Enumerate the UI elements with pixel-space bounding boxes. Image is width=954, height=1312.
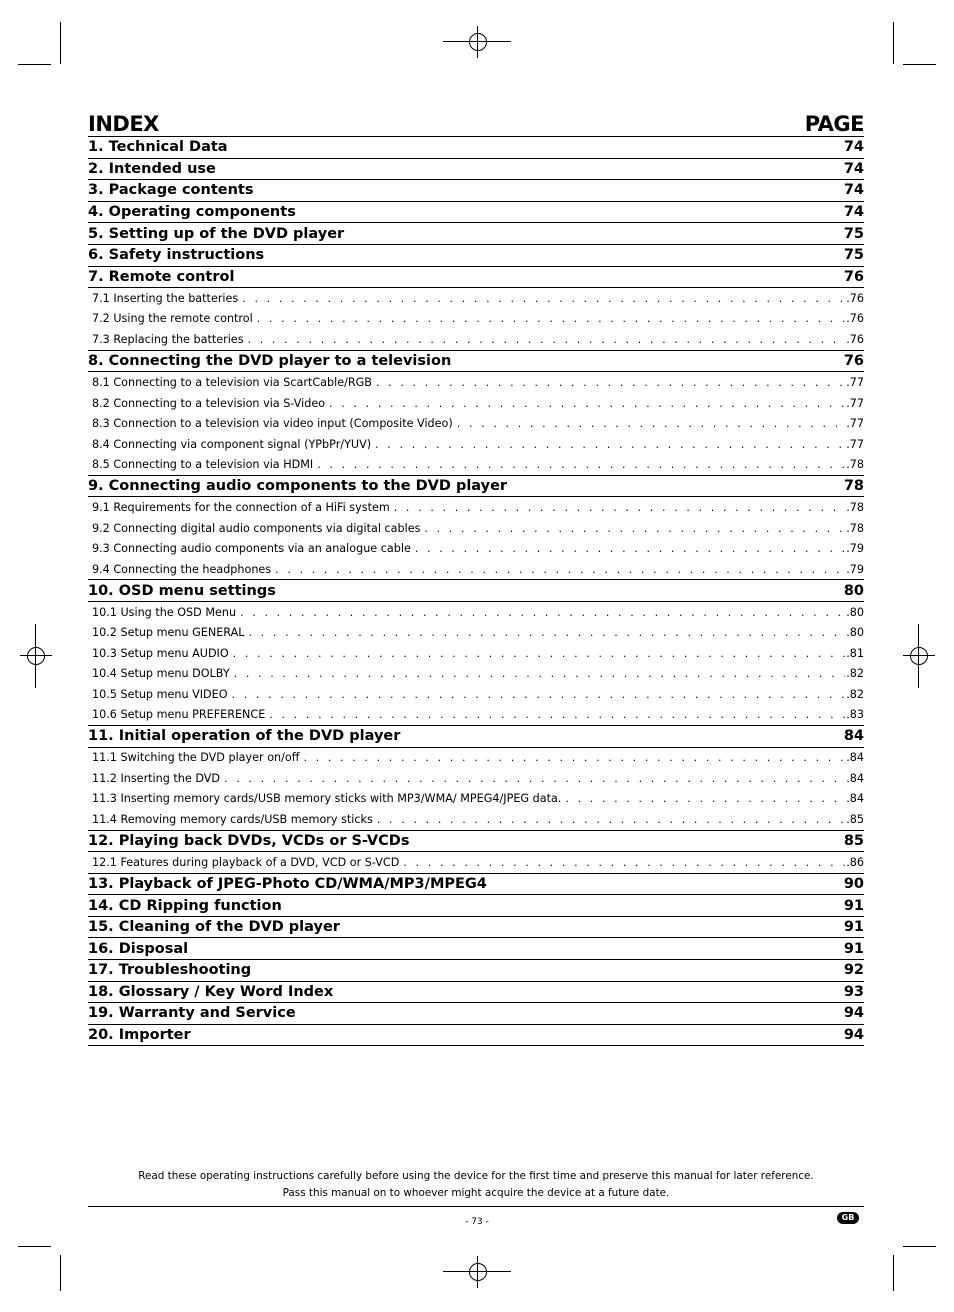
dot-leader — [317, 458, 845, 471]
registration-mark-icon — [462, 1256, 494, 1288]
toc-entry-page: 93 — [843, 983, 864, 1000]
toc-subentry-title: 9.2 Connecting digital audio components via digital cables — [92, 521, 421, 535]
toc-subentry-title: 10.5 Setup menu VIDEO — [92, 687, 228, 701]
toc-entry — [88, 223, 864, 245]
toc-subentry — [88, 393, 864, 414]
toc-subentry-title: 11.1 Switching the DVD player on/off — [92, 751, 300, 765]
toc-entry — [88, 245, 864, 267]
toc-subentry — [88, 809, 864, 831]
toc-subentry-page: .80 — [846, 626, 864, 640]
toc-entry-page: 92 — [843, 962, 864, 979]
toc-entry — [88, 180, 864, 202]
toc-subentry-title: 11.4 Removing memory cards/USB memory sticks — [92, 812, 373, 826]
toc-entry-page: 78 — [843, 478, 864, 495]
toc-subentry-title: 8.3 Connection to a television via video input (Composite Video) — [92, 417, 453, 430]
toc-subentry-title: 12.1 Features during playback of a DVD, VCD or S-VCD — [92, 855, 400, 869]
toc-subentry-title: 7.3 Replacing the batteries — [92, 332, 244, 346]
crop-mark — [18, 64, 51, 65]
toc-subentry — [88, 497, 864, 518]
toc-entry-title: 11. Initial operation of the DVD player — [88, 728, 401, 745]
toc-entry — [88, 895, 864, 917]
toc-subentry — [88, 372, 864, 393]
toc-subentry — [88, 643, 864, 664]
page-number: - 73 - — [465, 1217, 489, 1227]
toc-entry-title: 16. Disposal — [88, 940, 189, 957]
table-of-contents — [88, 110, 864, 1046]
toc-subentry-page: .78 — [846, 501, 864, 515]
toc-subentry-page: .84 — [846, 792, 864, 806]
toc-entry-title: 20. Importer — [88, 1027, 191, 1044]
toc-subentry — [88, 704, 864, 726]
toc-entries — [88, 137, 864, 1046]
toc-subentry-page: .76 — [846, 312, 864, 326]
toc-entry — [88, 960, 864, 982]
toc-entry-title: 18. Glossary / Key Word Index — [88, 983, 334, 1000]
toc-entry-title: 10. OSD menu settings — [88, 582, 276, 599]
crop-mark — [443, 1271, 511, 1272]
dot-leader — [457, 417, 845, 430]
toc-subentry-title: 7.1 Inserting the batteries — [92, 291, 239, 305]
toc-entry-page: 74 — [843, 139, 864, 156]
toc-entry-title: 6. Safety instructions — [88, 247, 265, 264]
dot-leader — [375, 438, 845, 451]
toc-entry-title: 14. CD Ripping function — [88, 897, 282, 914]
toc-entry-page: 75 — [843, 225, 864, 242]
toc-entry-page: 75 — [843, 247, 864, 264]
toc-entry — [88, 938, 864, 960]
dot-leader — [376, 376, 845, 389]
language-badge: GB — [837, 1212, 859, 1224]
toc-entry — [88, 831, 864, 853]
toc-entry-page: 94 — [843, 1027, 864, 1044]
toc-entry-title: 13. Playback of JPEG-Photo CD/WMA/MP3/MPEG4 — [88, 875, 487, 892]
crop-mark — [893, 1255, 894, 1291]
dot-leader — [269, 708, 845, 721]
toc-subentry-title: 8.5 Connecting to a television via HDMI — [92, 458, 314, 471]
toc-subentry-page: .78 — [846, 521, 864, 535]
toc-subentry — [88, 748, 864, 769]
toc-subentry — [88, 663, 864, 684]
page-column-title: PAGE — [804, 112, 864, 136]
dot-leader — [415, 542, 845, 555]
toc-entry — [88, 1003, 864, 1025]
registration-mark-icon — [20, 640, 52, 672]
toc-subentry — [88, 309, 864, 330]
toc-entry — [88, 267, 864, 289]
toc-subentry-title: 8.1 Connecting to a television via ScartCable/RGB — [92, 376, 372, 389]
toc-entry-page: 74 — [843, 160, 864, 177]
dot-leader — [248, 333, 846, 346]
index-title: INDEX — [88, 112, 159, 136]
crop-mark — [60, 1255, 61, 1291]
toc-subentry-page: .79 — [846, 562, 864, 576]
toc-subentry — [88, 622, 864, 643]
toc-entry-title: 3. Package contents — [88, 182, 254, 199]
toc-entry — [88, 476, 864, 498]
toc-entry-page: 94 — [843, 1005, 864, 1022]
crop-mark — [903, 1246, 936, 1247]
toc-subentry-page: .76 — [846, 332, 864, 346]
registration-mark-icon — [462, 26, 494, 58]
toc-subentry-page: .76 — [846, 291, 864, 305]
toc-subentry-title: 7.2 Using the remote control — [92, 312, 253, 326]
toc-entry-page: 76 — [843, 352, 864, 369]
toc-subentry-title: 10.3 Setup menu AUDIO — [92, 646, 229, 660]
dot-leader — [329, 397, 845, 410]
dot-leader — [234, 667, 846, 680]
toc-subentry-page: .77 — [846, 417, 864, 430]
toc-subentry-page: .77 — [846, 437, 864, 451]
crop-mark — [60, 22, 61, 64]
toc-subentry-title: 9.3 Connecting audio components via an analogue cable — [92, 542, 411, 556]
dot-leader — [224, 772, 845, 785]
toc-entry-title: 9. Connecting audio components to the DVD player — [88, 478, 508, 495]
toc-entry-page: 84 — [843, 728, 864, 745]
dot-leader — [377, 813, 845, 826]
toc-subentry-title: 8.4 Connecting via component signal (YPbPr/YUV) — [92, 437, 372, 451]
registration-mark-icon — [903, 640, 935, 672]
toc-entry-page: 74 — [843, 204, 864, 221]
toc-subentry-page: .82 — [846, 667, 864, 681]
toc-entry — [88, 159, 864, 181]
toc-subentry — [88, 789, 864, 810]
toc-subentry-page: .78 — [846, 458, 864, 471]
toc-subentry — [88, 454, 864, 476]
toc-subentry-page: .82 — [846, 687, 864, 701]
toc-entry — [88, 1025, 864, 1047]
toc-entry-page: 76 — [843, 268, 864, 285]
toc-entry-title: 4. Operating components — [88, 204, 296, 221]
toc-entry — [88, 726, 864, 748]
toc-subentry — [88, 413, 864, 434]
toc-entry — [88, 580, 864, 602]
toc-entry-title: 17. Troubleshooting — [88, 962, 252, 979]
footer-divider — [88, 1206, 864, 1207]
toc-entry — [88, 874, 864, 896]
crop-mark — [443, 41, 511, 42]
toc-entry-title: 2. Intended use — [88, 160, 216, 177]
toc-subentry — [88, 559, 864, 581]
dot-leader — [403, 856, 845, 869]
toc-subentry-page: .79 — [846, 542, 864, 556]
toc-entry-page: 90 — [843, 875, 864, 892]
toc-subentry-page: .83 — [846, 708, 864, 722]
note-line: Read these operating instructions carefully before using the device for the first time and preserve this manual for later reference. — [138, 1170, 814, 1182]
toc-subentry-title: 10.6 Setup menu PREFERENCE — [92, 708, 266, 722]
toc-subentry-title: 11.2 Inserting the DVD — [92, 771, 221, 785]
toc-subentry-page: .84 — [846, 771, 864, 785]
toc-entry-title: 15. Cleaning of the DVD player — [88, 919, 340, 936]
toc-subentry — [88, 684, 864, 705]
dot-leader — [275, 563, 845, 576]
toc-subentry-title: 9.4 Connecting the headphones — [92, 562, 272, 576]
toc-subentry-title: 11.3 Inserting memory cards/USB memory sticks with MP3/WMA/ MPEG4/JPEG data. — [92, 792, 562, 806]
toc-entry-page: 91 — [843, 940, 864, 957]
toc-entry-page: 91 — [843, 897, 864, 914]
dot-leader — [257, 312, 845, 325]
toc-subentry-page: .85 — [846, 812, 864, 826]
toc-entry-page: 85 — [843, 832, 864, 849]
toc-subentry-title: 8.2 Connecting to a television via S-Video — [92, 396, 326, 410]
toc-subentry — [88, 288, 864, 309]
toc-subentry — [88, 852, 864, 874]
toc-entry-page: 74 — [843, 182, 864, 199]
toc-entry-title: 8. Connecting the DVD player to a television — [88, 352, 452, 369]
toc-subentry-page: .81 — [846, 646, 864, 660]
toc-subentry-title: 10.2 Setup menu GENERAL — [92, 626, 245, 640]
toc-subentry-title: 9.1 Requirements for the connection of a HiFi system — [92, 501, 390, 515]
note-line: Pass this manual on to whoever might acquire the device at a future date. — [282, 1187, 670, 1199]
reading-note — [88, 1168, 864, 1202]
toc-entry-page: 91 — [843, 919, 864, 936]
toc-subentry-page: .80 — [846, 605, 864, 619]
dot-leader — [248, 626, 845, 639]
toc-entry — [88, 137, 864, 159]
dot-leader — [242, 292, 845, 305]
toc-subentry — [88, 518, 864, 539]
dot-leader — [394, 501, 845, 514]
dot-leader — [233, 647, 846, 660]
toc-entry-title: 5. Setting up of the DVD player — [88, 225, 345, 242]
toc-entry — [88, 982, 864, 1004]
toc-entry — [88, 202, 864, 224]
toc-subentry-page: .86 — [846, 855, 864, 869]
toc-entry-title: 7. Remote control — [88, 268, 235, 285]
toc-entry-title: 19. Warranty and Service — [88, 1005, 296, 1022]
toc-entry — [88, 351, 864, 373]
toc-entry-page: 80 — [843, 582, 864, 599]
toc-subentry — [88, 768, 864, 789]
dot-leader — [240, 606, 845, 619]
dot-leader — [565, 792, 845, 805]
crop-mark — [893, 22, 894, 64]
toc-subentry — [88, 602, 864, 623]
dot-leader — [424, 522, 845, 535]
toc-subentry-title: 10.1 Using the OSD Menu — [92, 605, 237, 619]
crop-mark — [918, 624, 919, 688]
toc-subentry-title: 10.4 Setup menu DOLBY — [92, 667, 230, 681]
toc-subentry — [88, 434, 864, 455]
dot-leader — [303, 751, 845, 764]
crop-mark — [903, 64, 936, 65]
toc-subentry-page: .84 — [846, 751, 864, 765]
toc-subentry-page: .77 — [846, 376, 864, 389]
toc-entry — [88, 917, 864, 939]
toc-entry-title: 1. Technical Data — [88, 139, 228, 156]
crop-mark — [18, 1246, 51, 1247]
crop-mark — [35, 624, 36, 688]
toc-subentry — [88, 538, 864, 559]
toc-entry-title: 12. Playing back DVDs, VCDs or S-VCDs — [88, 832, 410, 849]
toc-subentry — [88, 329, 864, 351]
index-header — [88, 110, 864, 137]
dot-leader — [232, 688, 846, 701]
toc-subentry-page: .77 — [846, 396, 864, 410]
